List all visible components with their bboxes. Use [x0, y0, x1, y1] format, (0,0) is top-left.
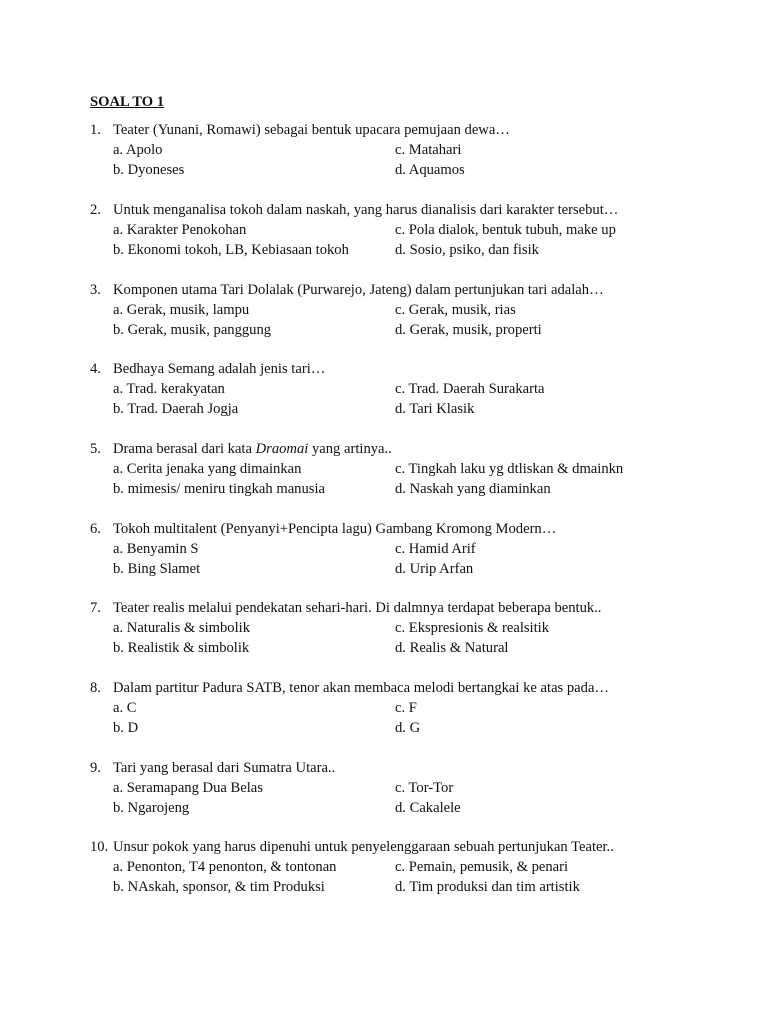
option-a: a. Gerak, musik, lampu [113, 302, 250, 318]
question-number: 2. [90, 202, 101, 218]
question-stem: Unsur pokok yang harus dipenuhi untuk penyelenggaraan sebuah pertunjukan Teater.. [113, 839, 614, 855]
option-b: b. Dyoneses [113, 162, 185, 178]
page-title: SOAL TO 1 [90, 94, 165, 110]
option-a: a. Benyamin S [113, 541, 199, 557]
option-a: a. Cerita jenaka yang dimainkan [113, 461, 302, 477]
option-b: b. mimesis/ meniru tingkah manusia [113, 481, 325, 497]
option-c: c. Trad. Daerah Surakarta [395, 381, 545, 397]
question-number: 5. [90, 441, 101, 457]
option-b: b. D [113, 720, 139, 736]
option-c: c. Hamid Arif [395, 541, 476, 557]
question-number: 3. [90, 282, 101, 298]
option-c: c. Tor-Tor [395, 780, 454, 796]
stem-italic-term: Draomai [255, 441, 309, 457]
option-c: c. Pemain, pemusik, & penari [395, 859, 569, 875]
question-stem: Komponen utama Tari Dolalak (Purwarejo, Jateng) dalam pertunjukan tari adalah… [113, 282, 604, 298]
option-a: a. Penonton, T4 penonton, & tontonan [113, 859, 337, 875]
question-stem: Dalam partitur Padura SATB, tenor akan membaca melodi bertangkai ke atas pada… [113, 680, 610, 696]
question-number: 4. [90, 361, 101, 377]
option-c: c. F [395, 700, 417, 716]
question-number: 6. [90, 521, 101, 537]
question-number: 10. [90, 839, 109, 855]
option-a: a. Karakter Penokohan [113, 222, 247, 238]
option-a: a. Trad. kerakyatan [113, 381, 225, 397]
option-d: d. Gerak, musik, properti [395, 322, 542, 338]
option-b: b. Gerak, musik, panggung [113, 322, 272, 338]
option-d: d. Aquamos [395, 162, 465, 178]
option-a: a. Apolo [113, 142, 163, 158]
option-d: d. G [395, 720, 421, 736]
question-number: 8. [90, 680, 101, 696]
question-stem [113, 441, 392, 458]
option-c: c. Pola dialok, bentuk tubuh, make up [395, 222, 616, 238]
question-stem: Untuk menganalisa tokoh dalam naskah, yang harus dianalisis dari karakter tersebut… [113, 202, 619, 218]
question-stem: Tari yang berasal dari Sumatra Utara.. [113, 760, 336, 776]
option-c: c. Gerak, musik, rias [395, 302, 516, 318]
question-number: 7. [90, 600, 101, 616]
stem-text: yang artinya.. [308, 441, 392, 457]
option-b: b. Ekonomi tokoh, LB, Kebiasaan tokoh [113, 242, 349, 258]
option-d: d. Cakalele [395, 800, 461, 816]
option-c: c. Ekspresionis & realsitik [395, 620, 550, 636]
stem-text: Drama berasal dari kata [113, 441, 256, 457]
option-b: b. Realistik & simbolik [113, 640, 250, 656]
question-stem: Bedhaya Semang adalah jenis tari… [113, 361, 326, 377]
option-a: a. C [113, 700, 137, 716]
option-d: d. Urip Arfan [395, 561, 474, 577]
question-stem: Teater realis melalui pendekatan sehari-hari. Di dalmnya terdapat beberapa bentuk.. [113, 600, 602, 616]
option-c: c. Matahari [395, 142, 462, 158]
option-d: d. Naskah yang diaminkan [395, 481, 551, 497]
question-stem: Teater (Yunani, Romawi) sebagai bentuk upacara pemujaan dewa… [113, 122, 510, 138]
question-stem: Tokoh multitalent (Penyanyi+Pencipta lagu) Gambang Kromong Modern… [113, 521, 557, 537]
option-a: a. Seramapang Dua Belas [113, 780, 263, 796]
option-b: b. Ngarojeng [113, 800, 190, 816]
option-d: d. Tim produksi dan tim artistik [395, 879, 580, 895]
option-d: d. Realis & Natural [395, 640, 509, 656]
option-b: b. Trad. Daerah Jogja [113, 401, 239, 417]
option-b: b. NAskah, sponsor, & tim Produksi [113, 879, 325, 895]
option-d: d. Tari Klasik [395, 401, 475, 417]
question-number: 1. [90, 122, 101, 138]
option-b: b. Bing Slamet [113, 561, 201, 577]
option-a: a. Naturalis & simbolik [113, 620, 251, 636]
option-c: c. Tingkah laku yg dtliskan & dmainkn [395, 461, 624, 477]
option-d: d. Sosio, psiko, dan fisik [395, 242, 539, 258]
question-number: 9. [90, 760, 101, 776]
